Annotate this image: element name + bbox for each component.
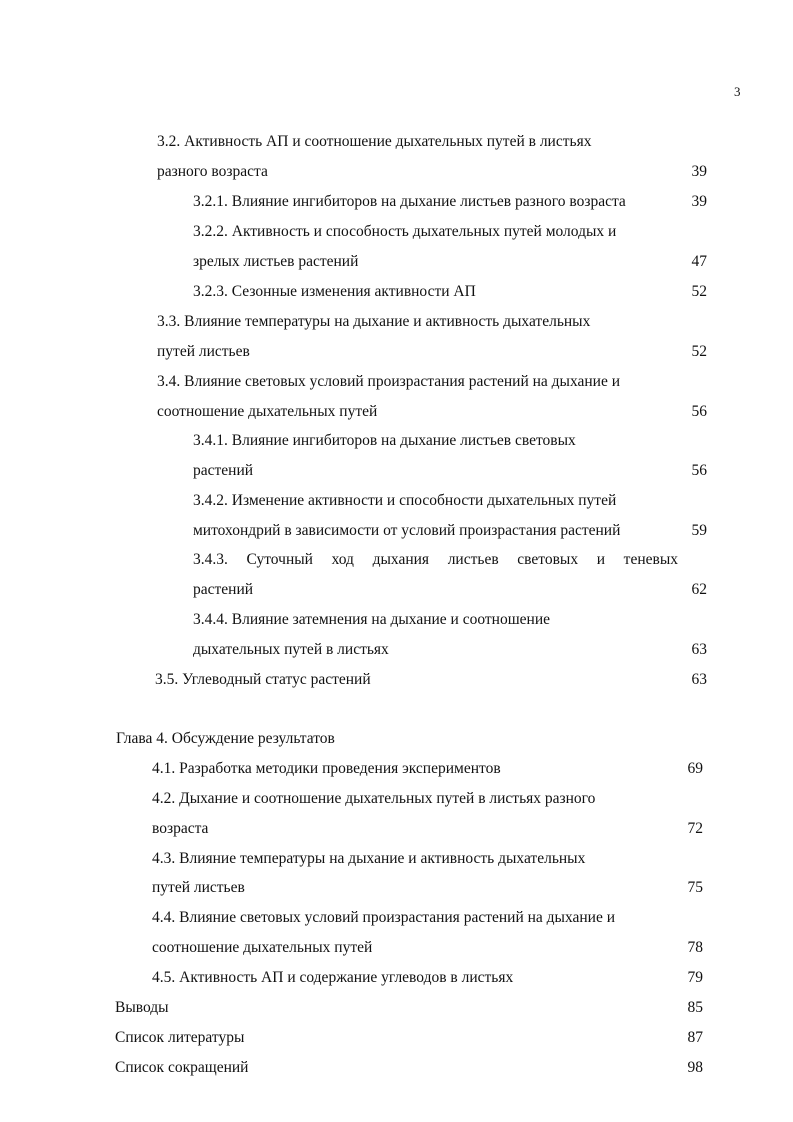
toc-3-2-1-page: 39 [691, 193, 707, 210]
toc-abbreviations-title: Список сокращений [115, 1059, 249, 1076]
toc-3-2-2-title-line2: зрелых листьев растений [193, 253, 359, 270]
toc-4-2-page: 72 [687, 820, 703, 837]
toc-3-4-3-page: 62 [691, 581, 707, 598]
toc-3-4-2-title-line1: 3.4.2. Изменение активности и способности дыхательных путей [193, 492, 617, 509]
toc-4-5-page: 79 [687, 969, 703, 986]
toc-3-4-2-page: 59 [691, 522, 707, 539]
toc-4-3-title-line2: путей листьев [152, 879, 245, 896]
toc-3-4-2-title-line2: митохондрий в зависимости от условий произрастания растений [193, 522, 621, 539]
toc-3-4-1-title-line1: 3.4.1. Влияние ингибиторов на дыхание листьев световых [193, 432, 576, 449]
toc-3-4-3-title-line1: 3.4.3. Суточный ход дыхания листьев световых и теневых [193, 551, 678, 568]
toc-3-4-title-line2: соотношение дыхательных путей [157, 403, 378, 420]
toc-4-2-title-line2: возраста [152, 820, 209, 837]
toc-4-3-title-line1: 4.3. Влияние температуры на дыхание и активность дыхательных [152, 850, 586, 867]
toc-chapter-4-title: Глава 4. Обсуждение результатов [116, 730, 335, 747]
toc-3-4-3-title-line2: растений [193, 581, 254, 598]
toc-4-2-title-line1: 4.2. Дыхание и соотношение дыхательных путей в листьях разного [152, 790, 596, 807]
toc-references-title: Список литературы [115, 1029, 245, 1046]
toc-3-4-title-line1: 3.4. Влияние световых условий произрастания растений на дыхание и [157, 373, 621, 390]
toc-4-1-page: 69 [687, 760, 703, 777]
toc-conclusions-title: Выводы [115, 999, 169, 1016]
toc-4-1-title: 4.1. Разработка методики проведения экспериментов [152, 760, 501, 777]
toc-3-4-4-page: 63 [691, 641, 707, 658]
page-number: 3 [734, 84, 741, 99]
toc-4-4-title-line1: 4.4. Влияние световых условий произрастания растений на дыхание и [152, 909, 616, 926]
toc-4-3-page: 75 [687, 879, 703, 896]
toc-3-2-3-page: 52 [691, 283, 707, 300]
toc-conclusions-page: 85 [687, 999, 703, 1016]
toc-3-4-page: 56 [691, 403, 707, 420]
toc-3-5-page: 63 [691, 671, 707, 688]
toc-3-4-1-page: 56 [691, 462, 707, 479]
toc-3-2-title-line2: разного возраста [157, 163, 268, 180]
toc-4-4-title-line2: соотношение дыхательных путей [152, 939, 373, 956]
toc-3-3-title-line2: путей листьев [157, 343, 250, 360]
toc-3-5-title: 3.5. Углеводный статус растений [155, 671, 371, 688]
toc-3-2-page: 39 [691, 163, 707, 180]
toc-3-3-title-line1: 3.3. Влияние температуры на дыхание и активность дыхательных [157, 313, 591, 330]
toc-3-4-4-title-line2: дыхательных путей в листьях [193, 641, 389, 658]
toc-3-4-4-title-line1: 3.4.4. Влияние затемнения на дыхание и соотношение [193, 611, 550, 628]
toc-3-2-title-line1: 3.2. Активность АП и соотношение дыхательных путей в листьях [157, 133, 592, 150]
toc-abbreviations-page: 98 [687, 1059, 703, 1076]
toc-3-2-2-page: 47 [691, 253, 707, 270]
toc-3-2-1-title: 3.2.1. Влияние ингибиторов на дыхание листьев разного возраста [193, 193, 626, 210]
toc-3-2-3-title: 3.2.3. Сезонные изменения активности АП [193, 283, 476, 300]
toc-3-2-2-title-line1: 3.2.2. Активность и способность дыхательных путей молодых и [193, 223, 617, 240]
toc-3-3-page: 52 [691, 343, 707, 360]
toc-3-4-1-title-line2: растений [193, 462, 254, 479]
toc-4-4-page: 78 [687, 939, 703, 956]
toc-references-page: 87 [687, 1029, 703, 1046]
toc-4-5-title: 4.5. Активность АП и содержание углеводов в листьях [152, 969, 514, 986]
